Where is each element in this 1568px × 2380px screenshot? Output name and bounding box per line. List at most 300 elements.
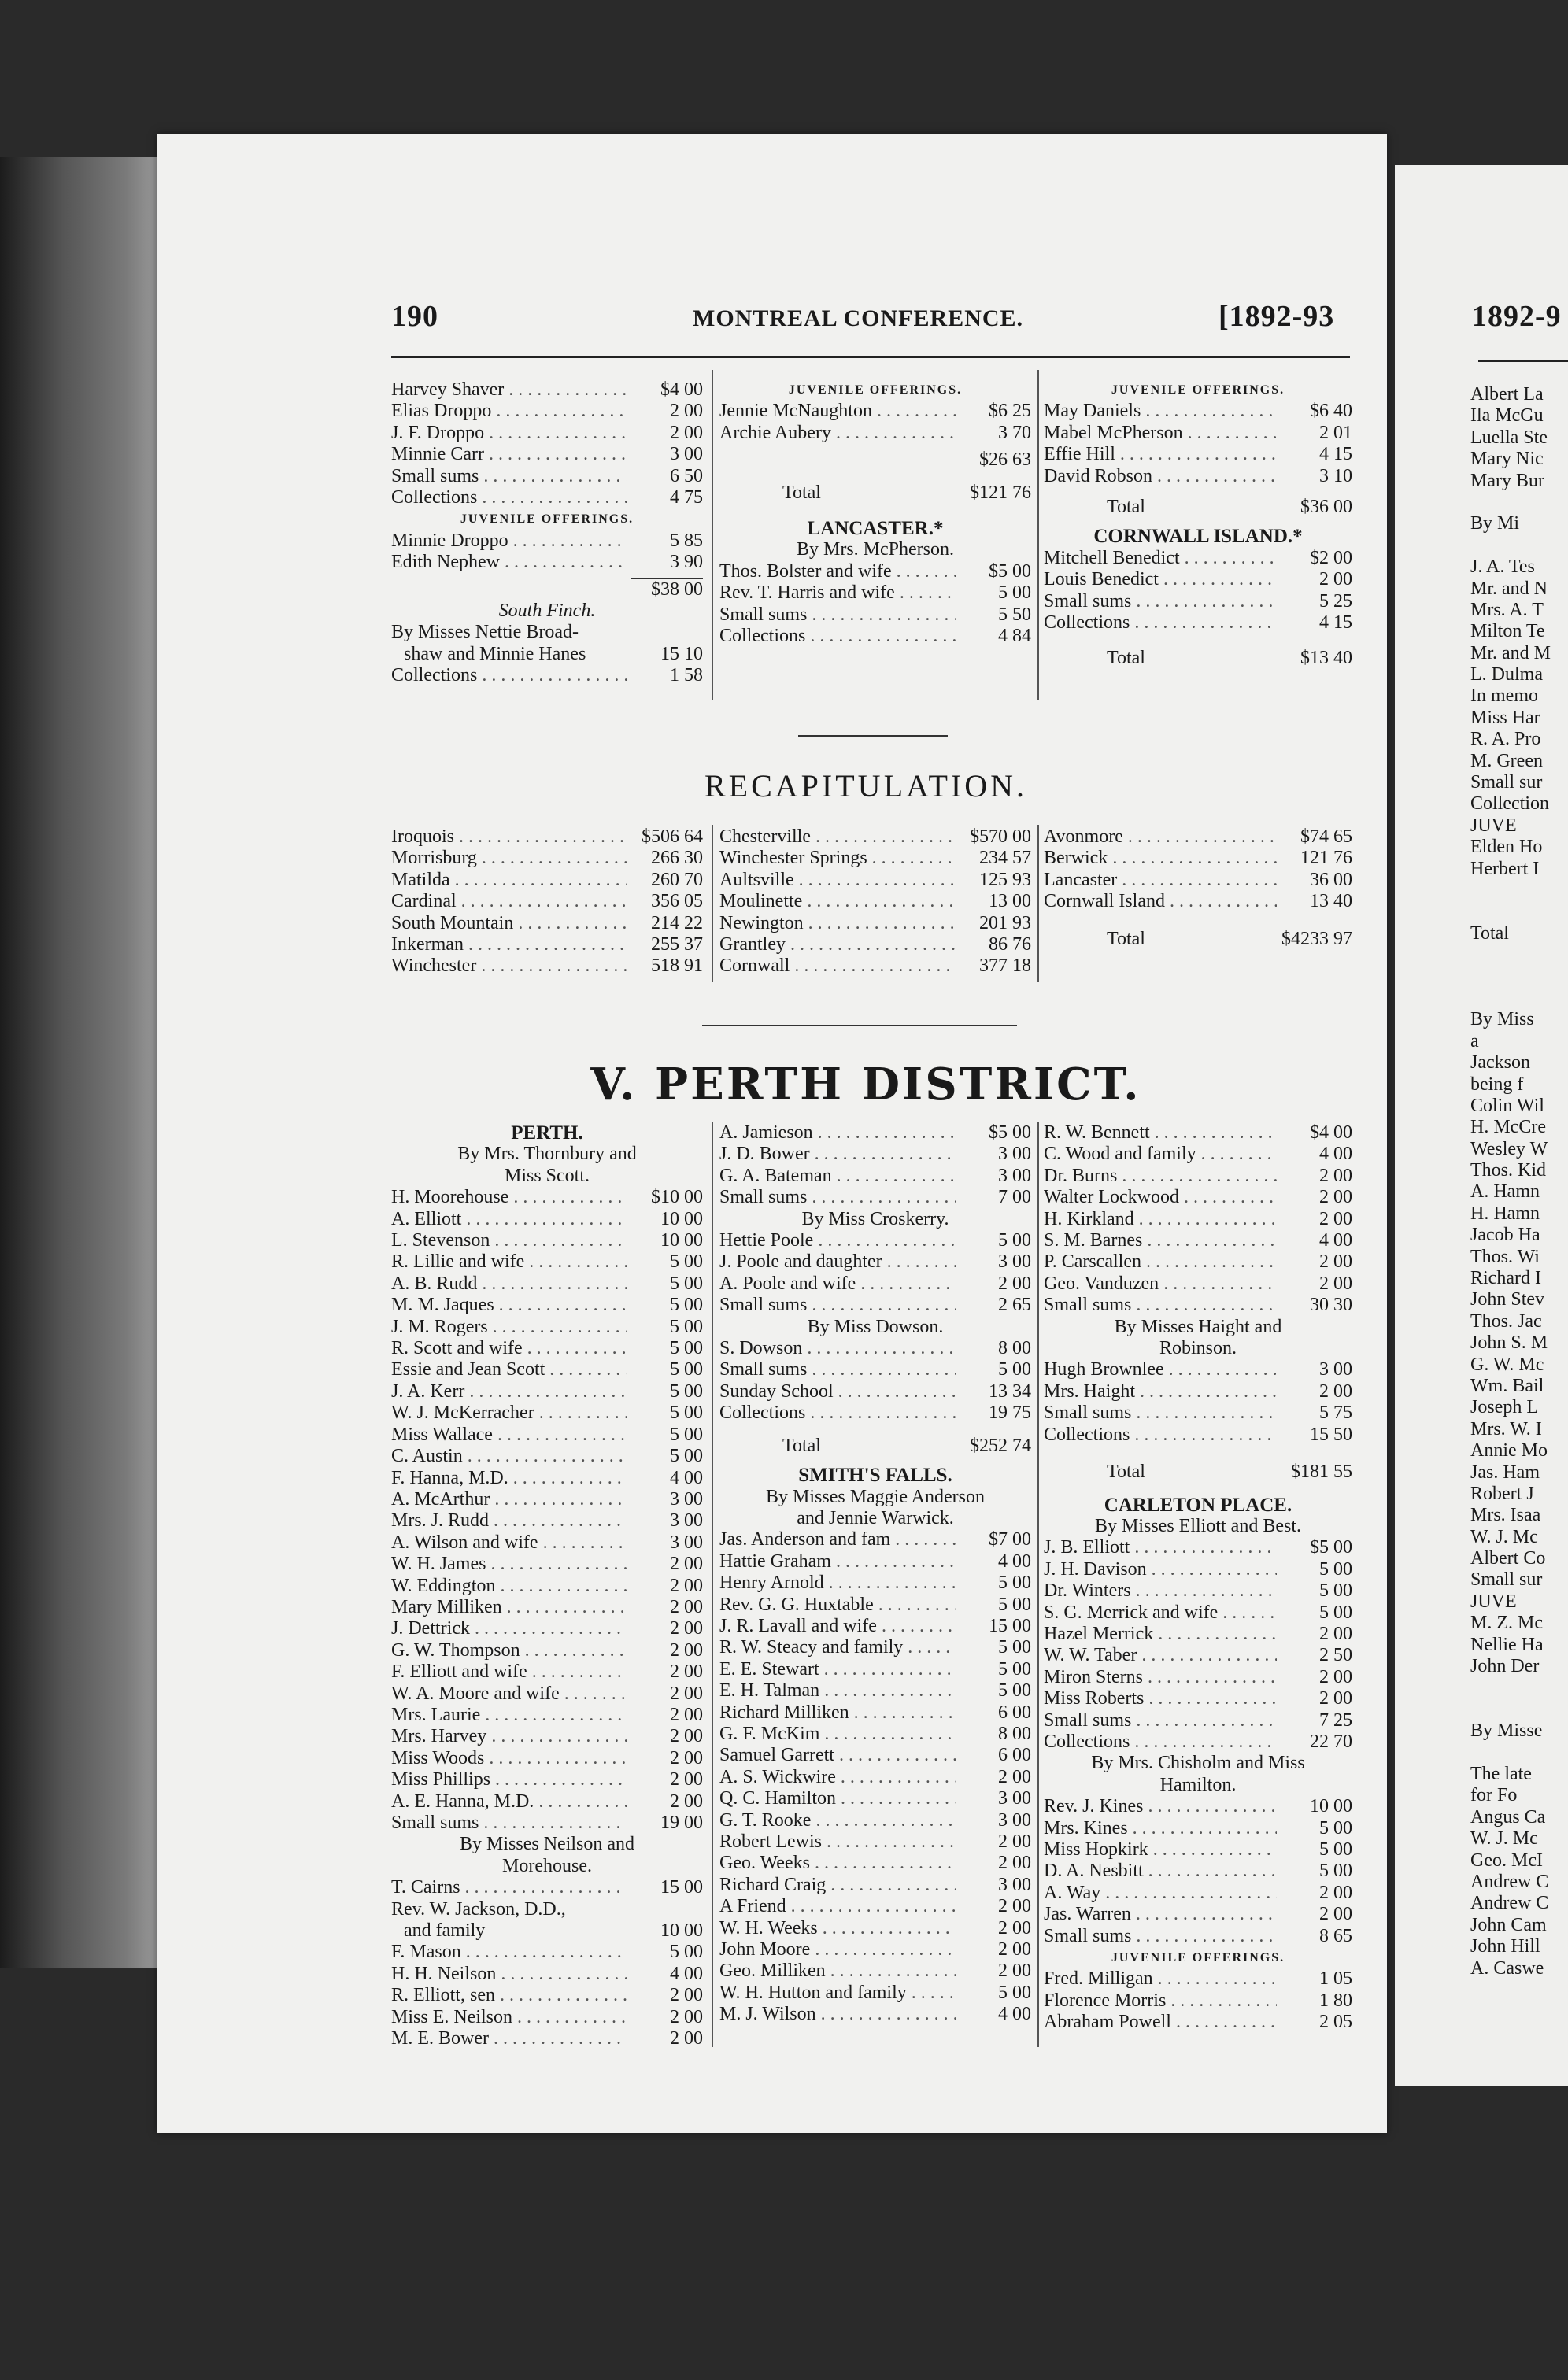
entry-name-line: Rev. W. Jackson, D.D.,	[391, 1898, 566, 1920]
total-row	[1044, 1462, 1352, 1483]
entry-name: Rev. G. G. Huxtable . . .	[719, 1595, 956, 1616]
entry-row	[1044, 401, 1352, 422]
entry-row	[719, 1983, 1031, 2004]
entry-amount: 214 22	[651, 912, 703, 933]
total-row	[1044, 497, 1352, 518]
entry-row	[391, 1964, 703, 1985]
entry-row	[719, 1122, 1031, 1144]
entry-name: Hattie Graham . . .	[719, 1551, 956, 1572]
entry-amount: $2 00	[1310, 547, 1352, 568]
entry-amount: 2 00	[1319, 1208, 1352, 1229]
entry-name: Berwick . . .	[1044, 848, 1277, 869]
entry-name: Aultsville . . .	[719, 870, 956, 891]
entry-row	[1044, 1295, 1352, 1316]
entry-name: Lancaster . . .	[1044, 870, 1277, 891]
spacer	[1044, 913, 1352, 924]
subtotal-amount: $38 00	[631, 578, 703, 601]
entry-amount: 10 00	[660, 1230, 703, 1251]
entry-amount: 15 00	[989, 1615, 1031, 1636]
entry-row	[391, 1209, 703, 1230]
entry-name: Inkerman . . .	[391, 934, 627, 955]
entry-row	[719, 1616, 1031, 1637]
fragment-line: The late	[1470, 1764, 1532, 1784]
entry-name: Geo. Weeks . . .	[719, 1853, 956, 1874]
entry-row	[391, 1618, 703, 1639]
fragment-line: Thos. Jac	[1470, 1310, 1542, 1332]
entry-amount: 356 05	[651, 891, 703, 912]
entry-row	[1044, 1796, 1352, 1817]
entry-amount: 2 00	[1319, 1666, 1352, 1687]
entry-name: Elias Droppo . . .	[391, 401, 627, 422]
entry-row	[719, 1230, 1031, 1251]
entry-row	[719, 934, 1031, 955]
entry-amount: 2 00	[670, 422, 703, 443]
fragment-line: Ila McGu	[1470, 405, 1544, 427]
entry-row	[391, 1920, 703, 1942]
entry-row	[1044, 466, 1352, 487]
total-label: Total	[1107, 497, 1145, 518]
entry-name: R. W. Bennett . . .	[1044, 1122, 1277, 1144]
entry-row	[1044, 569, 1352, 590]
entry-amount: $5 00	[1310, 1537, 1352, 1558]
total-label: Total	[782, 1435, 821, 1456]
entry-row	[1044, 1230, 1352, 1251]
entry-row	[719, 1381, 1031, 1402]
fragment-line: Collection	[1470, 793, 1549, 815]
entry-amount: 3 00	[998, 1165, 1031, 1186]
entry-row	[719, 1896, 1031, 1917]
entry-name: S. M. Barnes . . .	[1044, 1230, 1277, 1251]
entry-row	[1044, 1144, 1352, 1165]
entry-amount: 86 76	[989, 934, 1031, 955]
entry-amount: 5 00	[998, 1594, 1031, 1615]
entry-row	[391, 665, 703, 686]
entry-amount: 2 00	[670, 1704, 703, 1725]
entry-name: Samuel Garrett . . .	[719, 1745, 956, 1766]
entry-name: H. Moorehouse . . .	[391, 1187, 627, 1208]
entry-amount: 2 00	[670, 1726, 703, 1747]
entry-amount: 5 00	[1319, 1602, 1352, 1623]
entry-row	[391, 1273, 703, 1295]
spacer	[1044, 1484, 1352, 1495]
district-column-3	[1044, 1122, 1352, 2034]
entry-amount: 2 00	[1319, 1882, 1352, 1903]
entry-row	[391, 2007, 703, 2028]
total-row	[1044, 648, 1352, 669]
entry-amount: 15 10	[660, 643, 703, 664]
collectors-line: By Mrs. McPherson.	[796, 539, 954, 560]
entry-row	[391, 1748, 703, 1769]
entry-amount: 13 00	[989, 891, 1031, 912]
entry-amount: 377 18	[979, 955, 1031, 977]
entry-amount: $570 00	[970, 826, 1031, 847]
entry-amount: 36 00	[1310, 869, 1352, 890]
entry-amount: 6 50	[670, 465, 703, 486]
subtotal	[719, 449, 1031, 471]
entry-name: T. Cairns . . .	[391, 1877, 627, 1898]
fragment-line: Milton Te	[1470, 621, 1545, 642]
entry-name: W. Eddington . . .	[391, 1576, 627, 1597]
fragment-line: Mrs. Isaa	[1470, 1505, 1541, 1526]
fragment-line: By Misse	[1470, 1720, 1543, 1742]
juvenile-heading: JUVENILE OFFERINGS.	[788, 383, 963, 397]
entry-row	[719, 826, 1031, 848]
entry-name: Collections . . .	[719, 626, 956, 647]
entry-name: Hugh Brownlee . . .	[1044, 1359, 1277, 1380]
entry-row	[391, 1468, 703, 1489]
entry-name: W. H. Weeks . . .	[719, 1918, 956, 1939]
entry-row	[719, 1788, 1031, 1809]
entry-row	[1044, 423, 1352, 444]
entry-amount: 6 00	[998, 1745, 1031, 1766]
entry-name: Effie Hill . . .	[1044, 444, 1277, 465]
entry-name: G. T. Rooke . . .	[719, 1810, 956, 1831]
entry-row	[1044, 1688, 1352, 1709]
entry-name: A. McArthur . . .	[391, 1489, 627, 1510]
entry-amount: 5 75	[1319, 1402, 1352, 1424]
entry-row	[719, 848, 1031, 869]
fragment-line: Mrs. A. T	[1470, 599, 1544, 620]
entry-amount: 3 00	[998, 1874, 1031, 1895]
fragment-line: Thos. Kid	[1470, 1160, 1546, 1181]
fragment-line: John Hill	[1470, 1936, 1540, 1957]
entry-name: G. F. McKim . . .	[719, 1724, 956, 1745]
entry-amount: 3 00	[670, 1510, 703, 1532]
fragment-line: In memo	[1470, 686, 1538, 707]
section-rule	[702, 1025, 1017, 1026]
entry-name: J. Dettrick . . .	[391, 1618, 627, 1639]
entry-row	[1044, 1624, 1352, 1645]
top-column-3	[1044, 379, 1352, 670]
entry-name: Cardinal . . .	[391, 891, 627, 912]
entry-amount: 3 00	[670, 1532, 703, 1553]
entry-amount: 10 00	[660, 1920, 703, 1942]
collectors-line: Miss Scott.	[504, 1165, 590, 1186]
column-divider	[1037, 370, 1039, 700]
entry-row	[1044, 1904, 1352, 1925]
column-divider	[712, 370, 713, 700]
juvenile-heading: JUVENILE OFFERINGS.	[460, 512, 634, 527]
subtotal	[391, 578, 703, 601]
entry-row	[1044, 848, 1352, 869]
entry-name: G. W. Thompson . . .	[391, 1640, 627, 1661]
fragment-line	[1470, 944, 1568, 966]
entry-name: R. Elliott, sen . . .	[391, 1985, 627, 2006]
entry-name: Collections . . .	[391, 665, 627, 686]
entry-name: Collections . . .	[1044, 1731, 1277, 1753]
entry-row	[391, 1597, 703, 1618]
fragment-line: JUVE	[1470, 1591, 1517, 1612]
entry-row	[719, 1166, 1031, 1187]
entry-name: Abraham Powell . . .	[1044, 2012, 1277, 2033]
entry-name: Essie and Jean Scott . . .	[391, 1359, 627, 1380]
fragment-line: By Mi	[1470, 513, 1520, 534]
entry-row	[391, 1705, 703, 1726]
entry-amount: 5 00	[998, 1359, 1031, 1380]
entry-amount: 3 00	[670, 1488, 703, 1510]
entry-name: Small sums . . .	[719, 604, 956, 626]
entry-row	[1044, 891, 1352, 912]
collectors-line: By Mrs. Chisholm and Miss	[1091, 1753, 1305, 1774]
entry-row	[391, 444, 703, 465]
entry-row	[719, 1551, 1031, 1572]
fragment-line: H. Hamn	[1470, 1203, 1540, 1224]
fragment-line: Wm. Bail	[1470, 1375, 1544, 1396]
fragment-line: Angus Ca	[1470, 1806, 1546, 1828]
entry-name: Mrs. Laurie . . .	[391, 1705, 627, 1726]
entry-name: Henry Arnold . . .	[719, 1572, 956, 1594]
entry-name: A. Jamieson . . .	[719, 1122, 956, 1144]
fragment-line: M. Green	[1470, 750, 1543, 771]
entry-row	[391, 1359, 703, 1380]
entry-name: Small sums . . .	[1044, 591, 1277, 612]
entry-name: Rev. T. Harris and wife . . .	[719, 582, 956, 604]
entry-amount: 19 75	[989, 1402, 1031, 1424]
collectors-line: By Misses Haight and	[1114, 1316, 1282, 1337]
entry-name: Edith Nephew . . .	[391, 552, 627, 573]
spacer	[1044, 487, 1352, 492]
entry-row	[391, 1661, 703, 1683]
juvenile-heading: JUVENILE OFFERINGS.	[1111, 383, 1285, 397]
entry-row	[391, 1381, 703, 1402]
fragment-line: M. Z. Mc	[1470, 1613, 1543, 1634]
entry-amount: 4 00	[670, 1467, 703, 1488]
entry-amount: 4 00	[1319, 1144, 1352, 1165]
total-label: Total	[1107, 928, 1145, 949]
entry-row	[391, 423, 703, 444]
total-amount: $181 55	[1291, 1462, 1352, 1483]
fragment-line: H. McCre	[1470, 1117, 1546, 1138]
spacer	[1044, 634, 1352, 643]
entry-name: Miss Hopkirk . . .	[1044, 1839, 1277, 1861]
entry-amount: 2 00	[670, 1554, 703, 1575]
total-row	[1044, 929, 1352, 950]
entry-name: Dr. Winters . . .	[1044, 1580, 1277, 1602]
entry-name: W. H. James . . .	[391, 1554, 627, 1575]
entry-name: Minnie Droppo . . .	[391, 530, 627, 552]
entry-row	[391, 1813, 703, 1834]
total-amount: $13 40	[1300, 648, 1352, 669]
total-row	[719, 482, 1031, 504]
fragment-line: Andrew C	[1470, 1893, 1549, 1914]
fragment-line: Andrew C	[1470, 1871, 1549, 1892]
entry-row	[391, 1942, 703, 1963]
entry-name: Florence Morris . . .	[1044, 1990, 1277, 2012]
fragment-line: Elden Ho	[1470, 837, 1543, 858]
entry-name: M. E. Bower . . .	[391, 2028, 627, 2049]
entry-row	[391, 466, 703, 487]
entry-name: Miss Roberts . . .	[1044, 1688, 1277, 1709]
entry-name: Geo. Vanduzen . . .	[1044, 1273, 1277, 1295]
fragment-line	[1470, 988, 1568, 1009]
fragment-line: Geo. McI	[1470, 1850, 1543, 1871]
fragment-line: Herbert I	[1470, 858, 1540, 879]
collectors-line: By Misses Neilson and	[460, 1834, 634, 1855]
entry-name: M. J. Wilson . . .	[719, 2004, 956, 2025]
entry-row	[391, 1769, 703, 1791]
entry-amount: $6 25	[989, 401, 1031, 422]
entry-name: Cornwall Island . . .	[1044, 891, 1277, 912]
entry-row	[1044, 1861, 1352, 1882]
entry-name: Rev. J. Kines . . .	[1044, 1796, 1277, 1817]
fragment-line	[1470, 880, 1568, 901]
entry-row	[391, 552, 703, 573]
entry-row	[391, 1683, 703, 1705]
entry-row	[719, 1659, 1031, 1680]
recap-column-3	[1044, 826, 1352, 950]
fragment-line: John Stev	[1470, 1289, 1545, 1310]
entry-name: Richard Milliken . . .	[719, 1702, 956, 1724]
entry-row	[719, 1187, 1031, 1208]
entry-name: Miss Phillips . . .	[391, 1769, 627, 1791]
entry-amount: 8 65	[1319, 1925, 1352, 1946]
entry-amount: 1 80	[1319, 1990, 1352, 2011]
entry-amount: 5 00	[998, 1658, 1031, 1680]
district-title: V. PERTH DISTRICT.	[590, 1059, 1141, 1111]
entry-amount: 4 00	[1319, 1230, 1352, 1251]
entry-row	[719, 1853, 1031, 1874]
entry-row	[391, 401, 703, 422]
fragment-line: Jas. Ham	[1470, 1462, 1540, 1483]
entry-amount: 125 93	[979, 869, 1031, 890]
column-divider	[1037, 825, 1039, 982]
entry-name: A. Way . . .	[1044, 1883, 1277, 1904]
entry-row	[719, 1875, 1031, 1896]
entry-amount: 2 00	[998, 1961, 1031, 1982]
entry-row	[719, 1572, 1031, 1594]
fragment-line: Luella Ste	[1470, 427, 1548, 448]
entry-row	[391, 891, 703, 912]
entry-row	[719, 1961, 1031, 1982]
entry-name: Collections . . .	[719, 1402, 956, 1424]
entry-amount: $5 00	[989, 1122, 1031, 1143]
entry-name: Collections . . .	[1044, 1425, 1277, 1446]
facing-page-text	[1470, 384, 1568, 1979]
entry-amount: 30 30	[1310, 1295, 1352, 1316]
entry-amount: 2 00	[998, 1853, 1031, 1874]
entry-row	[1044, 612, 1352, 634]
entry-amount: 13 34	[989, 1380, 1031, 1402]
entry-name: J. D. Bower . . .	[719, 1144, 956, 1165]
entry-row	[1044, 1187, 1352, 1208]
fragment-line: By Miss	[1470, 1009, 1534, 1030]
entry-name: Matilda . . .	[391, 870, 627, 891]
entry-amount: 5 00	[670, 1359, 703, 1380]
entry-row	[391, 530, 703, 552]
entry-name: Iroquois . . .	[391, 826, 627, 848]
entry-row	[719, 626, 1031, 647]
entry-name: Geo. Milliken . . .	[719, 1961, 956, 1982]
section-heading: SMITH'S FALLS.	[798, 1465, 952, 1487]
entry-row	[719, 891, 1031, 912]
fragment-line: Thos. Wi	[1470, 1246, 1540, 1267]
entry-name: Chesterville . . .	[719, 826, 956, 848]
fragment-line: J. A. Tes	[1470, 556, 1535, 578]
entry-amount: 5 00	[998, 1680, 1031, 1702]
entry-row	[391, 870, 703, 891]
entry-row	[719, 1273, 1031, 1295]
entry-amount: 3 00	[1319, 1359, 1352, 1380]
entry-amount: 5 50	[998, 604, 1031, 625]
entry-amount: 2 00	[670, 1683, 703, 1704]
entry-amount: 2 00	[670, 1791, 703, 1812]
fragment-line	[1470, 1677, 1568, 1698]
entry-amount: 5 00	[670, 1446, 703, 1467]
entry-row	[719, 1745, 1031, 1766]
entry-amount: 8 00	[998, 1338, 1031, 1359]
collectors-line: and Jennie Warwick.	[797, 1507, 954, 1528]
entry-amount: 5 00	[670, 1942, 703, 1963]
entry-name: Mabel McPherson . . .	[1044, 423, 1277, 444]
entry-row	[391, 379, 703, 401]
entry-amount: 3 70	[998, 422, 1031, 443]
recap-title: RECAPITULATION.	[704, 768, 1027, 804]
entry-row	[719, 870, 1031, 891]
entry-name: J. H. Davison . . .	[1044, 1559, 1277, 1580]
collectors-line: Hamilton.	[1159, 1774, 1237, 1795]
entry-amount: 255 37	[651, 934, 703, 955]
entry-name: Morrisburg . . .	[391, 848, 627, 869]
column-divider	[712, 1122, 713, 2047]
top-column-2	[719, 379, 1031, 647]
entry-row	[1044, 1251, 1352, 1273]
entry-amount: 5 00	[670, 1295, 703, 1316]
district-column-2	[719, 1122, 1031, 2026]
fragment-line	[1470, 492, 1568, 513]
entry-row	[391, 1425, 703, 1446]
entry-row	[391, 1576, 703, 1597]
entry-amount: 2 00	[998, 1917, 1031, 1938]
entry-amount: $4 00	[660, 379, 703, 400]
entry-name: May Daniels . . .	[1044, 401, 1277, 422]
entry-row	[391, 1726, 703, 1747]
entry-row	[719, 1251, 1031, 1273]
entry-amount: 2 00	[670, 1618, 703, 1639]
spacer	[719, 1425, 1031, 1431]
entry-amount: 5 00	[670, 1380, 703, 1402]
fragment-line: Wesley W	[1470, 1138, 1548, 1159]
entry-amount: 2 00	[670, 2028, 703, 2049]
fragment-line: Total	[1470, 922, 1509, 944]
header-rule	[391, 356, 1350, 358]
entry-name: J. A. Kerr . . .	[391, 1381, 627, 1402]
facing-header-rule	[1478, 360, 1568, 362]
entry-amount: 15 50	[1310, 1424, 1352, 1445]
entry-name: Thos. Bolster and wife . . .	[719, 561, 956, 582]
entry-row	[719, 1637, 1031, 1658]
collectors-line: Morehouse.	[502, 1855, 592, 1876]
fragment-line: JUVE	[1470, 815, 1517, 836]
entry-row	[719, 1359, 1031, 1380]
entry-row	[391, 1985, 703, 2006]
entry-row	[1044, 1359, 1352, 1380]
entry-row	[719, 561, 1031, 582]
entry-name: Hazel Merrick . . .	[1044, 1624, 1277, 1645]
entry-row	[391, 1554, 703, 1575]
entry-row	[1044, 1209, 1352, 1230]
district-column-1	[391, 1122, 703, 2049]
entry-amount: 7 25	[1319, 1709, 1352, 1731]
entry-name: Collections . . .	[391, 487, 627, 508]
fragment-line: Jacob Ha	[1470, 1225, 1540, 1246]
entry-name: G. A. Bateman . . .	[719, 1166, 956, 1187]
entry-name: A Friend . . .	[719, 1896, 956, 1917]
entry-amount: 5 00	[998, 1572, 1031, 1594]
fragment-line: Small sur	[1470, 772, 1543, 793]
section-heading: LANCASTER.*	[807, 518, 944, 540]
entry-amount: 2 00	[1319, 1165, 1352, 1186]
entry-amount: 2 00	[670, 2006, 703, 2027]
